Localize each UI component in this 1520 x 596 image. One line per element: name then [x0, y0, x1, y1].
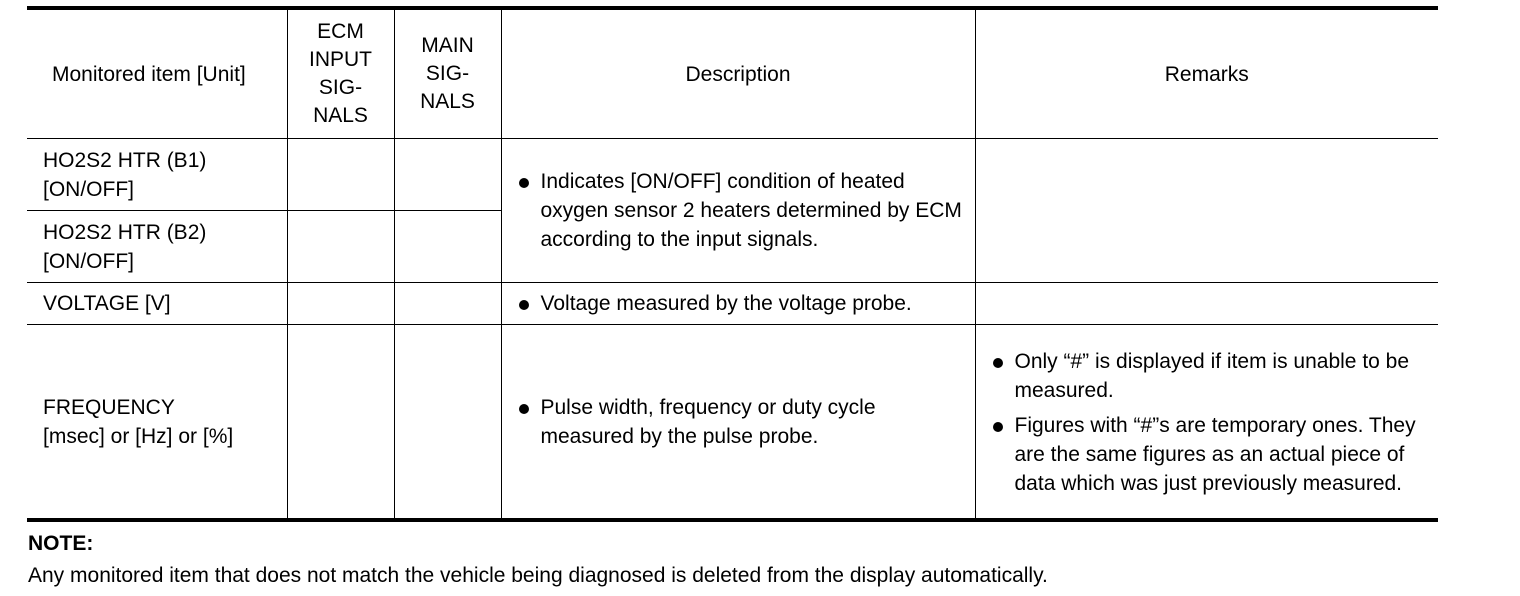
remark-bullet: Only “#” is displayed if item is unable to be measured.	[976, 347, 1439, 405]
main-signal-cell	[394, 283, 501, 325]
item-line: HO2S2 HTR (B1)	[43, 148, 207, 172]
header-remarks: Remarks	[975, 8, 1438, 139]
item-line: FREQUENCY	[43, 395, 175, 419]
main-signal-cell	[394, 139, 501, 211]
description-bullet: Voltage measured by the voltage probe.	[502, 289, 975, 318]
table-row	[27, 283, 1438, 325]
remarks-cell	[975, 139, 1438, 283]
header-main-line: MAIN	[421, 34, 474, 57]
ecm-input-cell	[287, 325, 394, 521]
monitored-item-cell	[27, 211, 287, 283]
item-line: VOLTAGE [V]	[43, 292, 171, 315]
monitored-item-cell	[27, 325, 287, 521]
remarks-cell	[975, 283, 1438, 325]
header-row	[27, 8, 1438, 139]
ecm-input-cell	[287, 283, 394, 325]
header-ecm-input-signals	[287, 8, 394, 139]
note-section	[28, 530, 1048, 590]
item-line: [msec] or [Hz] or [%]	[43, 424, 234, 448]
header-ecm-line: ECM	[317, 20, 364, 43]
item-line: [ON/OFF]	[43, 177, 134, 201]
item-line: HO2S2 HTR (B2)	[43, 220, 207, 244]
remarks-cell	[975, 325, 1438, 521]
main-signal-cell	[394, 211, 501, 283]
description-cell	[501, 283, 975, 325]
header-main-signals	[394, 8, 501, 139]
note-title: NOTE:	[28, 532, 94, 555]
header-main-line: SIG-	[425, 62, 470, 85]
main-signal-cell	[394, 325, 501, 521]
monitored-item-cell	[27, 139, 287, 211]
table-row	[27, 139, 1438, 211]
ecm-input-cell	[287, 211, 394, 283]
description-cell	[501, 139, 975, 283]
item-line: [ON/OFF]	[43, 249, 134, 273]
description-cell	[501, 325, 975, 521]
header-monitored-item: Monitored item [Unit]	[27, 8, 287, 139]
ecm-input-cell	[287, 139, 394, 211]
table-row	[27, 325, 1438, 521]
header-ecm-line: SIG-	[318, 76, 363, 99]
header-ecm-line: INPUT	[309, 48, 372, 71]
description-bullet: Pulse width, frequency or duty cycle measured by the pulse probe.	[502, 393, 975, 451]
header-ecm-line: NALS	[313, 104, 368, 127]
description-bullet: Indicates [ON/OFF] condition of heated oxygen sensor 2 heaters determined by ECM according to the input signals.	[502, 167, 975, 254]
header-description: Description	[501, 8, 975, 139]
header-main-line: NALS	[420, 90, 475, 113]
monitored-item-cell	[27, 283, 287, 325]
note-body: Any monitored item that does not match the vehicle being diagnosed is deleted from the display automatically.	[28, 564, 1048, 587]
remark-bullet: Figures with “#”s are temporary ones. They are the same figures as an actual piece of data which was just previously measured.	[976, 411, 1439, 498]
monitored-items-table	[27, 6, 1438, 522]
